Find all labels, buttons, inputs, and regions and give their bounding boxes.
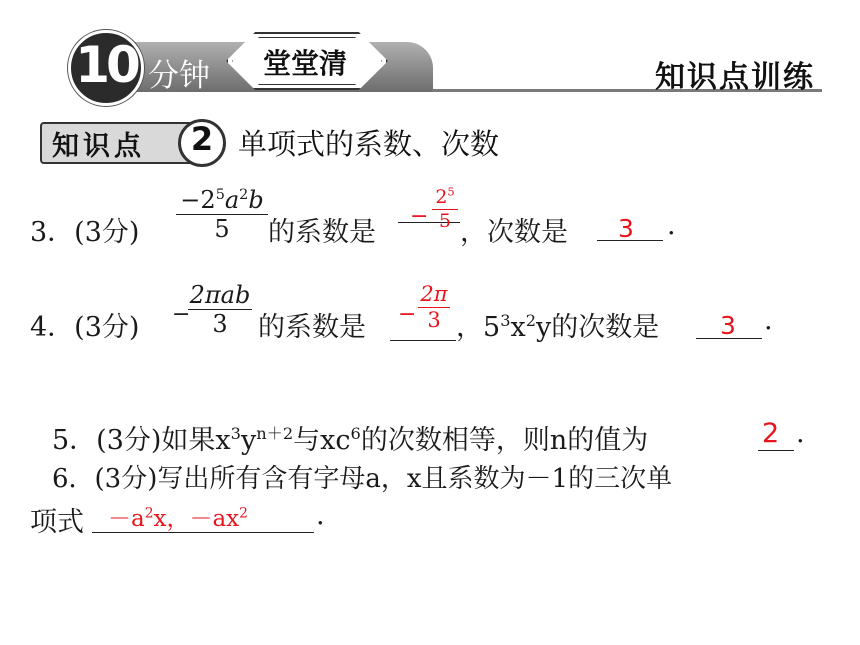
q3-prefix: 3．(3分) xyxy=(30,217,140,248)
q3-text2: ，次数是 xyxy=(460,217,568,248)
q6-end: . xyxy=(316,500,325,531)
q3-numerator: $-2^5a^2b$ xyxy=(180,186,264,214)
q4-answer1-numerator: 2π xyxy=(420,282,448,306)
q4-sign: − xyxy=(172,302,191,327)
q4-numerator: 2πab xyxy=(189,281,251,309)
q6-line2-prefix: 项式 xyxy=(30,507,84,538)
q4-answer2: 3 xyxy=(720,311,736,340)
minutes-label: 分钟 xyxy=(148,58,210,94)
section-tag-label: 知识点 xyxy=(52,131,145,162)
q4-text1: 的系数是 xyxy=(258,312,366,343)
q4-prefix: 4．(3分) xyxy=(30,312,140,343)
q6-line1: 6．(3分)写出所有含有字母a，x且系数为－1的三次单 xyxy=(52,464,673,494)
q4-blank1 xyxy=(390,340,456,341)
q5-end: . xyxy=(796,418,805,449)
q4-expression xyxy=(188,283,252,336)
q5-blank xyxy=(758,450,794,451)
q3-text1: 的系数是 xyxy=(268,217,376,248)
q4-end: . xyxy=(764,305,773,336)
q4-answer1 xyxy=(418,284,450,331)
q4-answer1-denominator: 3 xyxy=(427,308,441,332)
q5-answer: 2 xyxy=(762,418,780,449)
q3-expression xyxy=(176,188,268,241)
q6-answer: $-a^2x$，$-ax^2$ xyxy=(108,505,248,532)
q4-text2: ，$5^3x^2y$的次数是 xyxy=(456,311,660,343)
header-right-title: 知识点训练 xyxy=(655,60,815,95)
q3-end: . xyxy=(667,210,676,241)
q4-answer1-sign: − xyxy=(398,302,417,327)
q4-denominator: 3 xyxy=(212,310,228,338)
section-title: 单项式的系数、次数 xyxy=(238,127,500,161)
q3-denominator: 5 xyxy=(214,215,230,243)
minutes-badge-number: 10 xyxy=(75,36,137,94)
tag-label: 堂堂清 xyxy=(262,47,347,80)
section-number: 2 xyxy=(190,120,214,158)
section-heading xyxy=(40,118,560,168)
q3-answer1 xyxy=(432,184,458,232)
header-bar xyxy=(0,0,860,110)
q3-answer2: 3 xyxy=(618,214,634,243)
q3-answer1-sign: − xyxy=(410,204,429,229)
q3-answer1-denominator: 5 xyxy=(438,210,452,232)
q5-text: 5．(3分)如果$x^3y^{n+2}$与$xc^6$的次数相等，则n的值为 xyxy=(52,424,649,456)
q3-answer1-numerator: $2^5$ xyxy=(435,184,455,208)
